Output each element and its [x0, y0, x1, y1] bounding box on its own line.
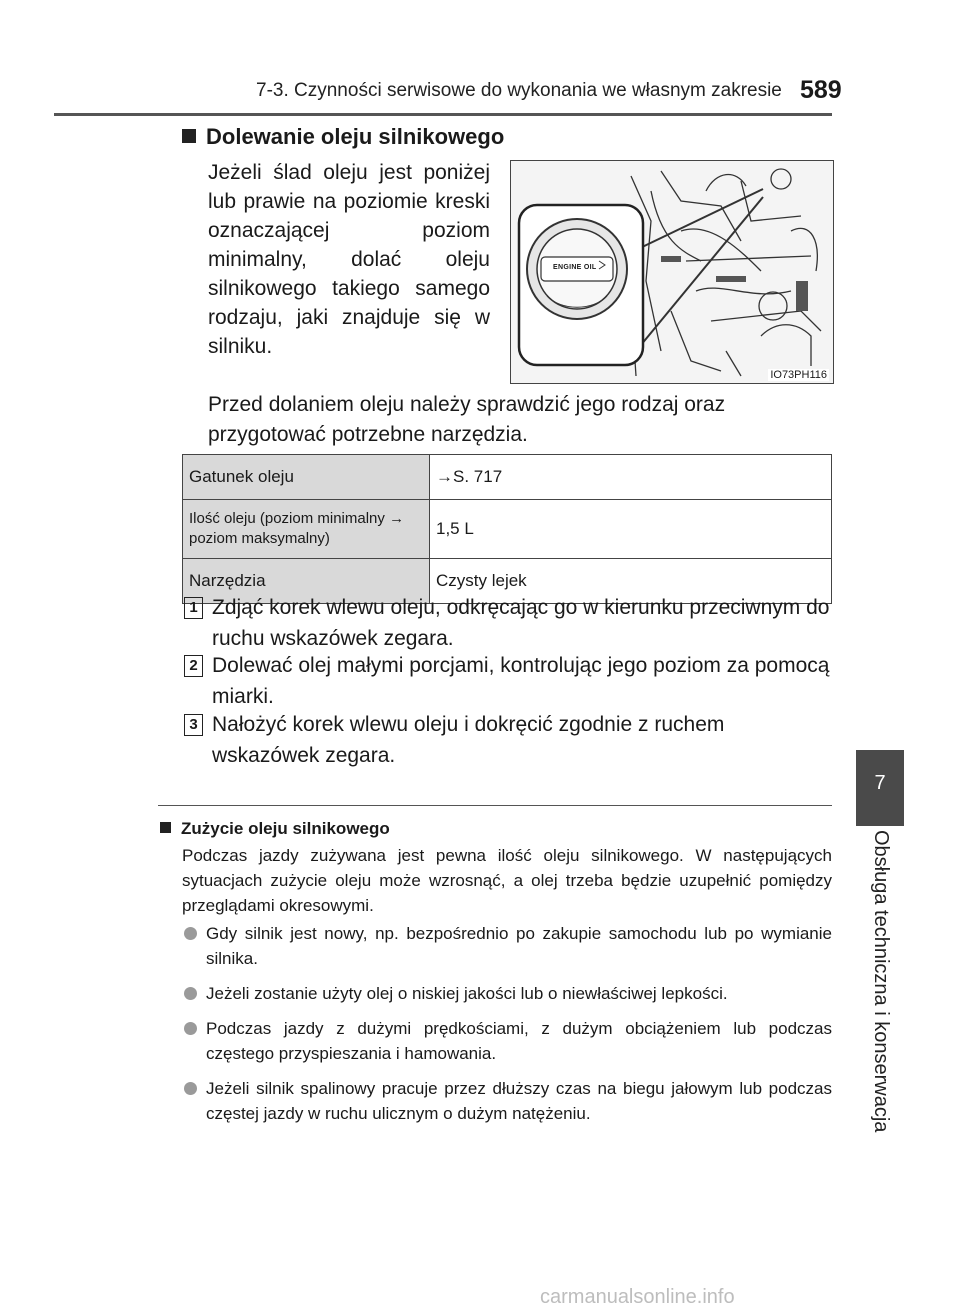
list-item [182, 1076, 832, 1126]
table-value: →S. 717 [430, 455, 832, 500]
step-1 [182, 592, 832, 654]
engine-photo [510, 160, 834, 384]
square-bullet-icon [182, 129, 196, 143]
list-item [182, 921, 832, 971]
step-number-badge: 2 [184, 655, 203, 677]
page-number: 589 [800, 76, 842, 104]
step-number-badge: 1 [184, 597, 203, 619]
intro-paragraph: Jeżeli ślad oleju jest poniżej lub prawie na poziomie kreski oznaczającej poziom minimalny, dolać oleju silnikowego takiego samego rodzaju, jaki znajduje się w silniku. [208, 161, 490, 358]
chapter-label: Obsługa techniczna i konserwacja [870, 830, 892, 1133]
bullet-text: Podczas jazdy z dużymi prędkościami, z dużym obciążeniem lub podczas częstego przyspieszania i hamowania. [206, 1019, 832, 1063]
section-heading-text: Zużycie oleju silnikowego [181, 819, 390, 838]
step-text: Nałożyć korek wlewu oleju i dokręcić zgodnie z ruchem wskazówek zegara. [212, 713, 725, 767]
step-number-badge: 3 [184, 714, 203, 736]
header-rule [54, 113, 832, 116]
engine-bay-illustration [511, 161, 833, 383]
table-row [183, 500, 832, 559]
table-row [183, 455, 832, 500]
step-text: Dolewać olej małymi porcjami, kontrolując jego poziom za pomocą miarki. [212, 654, 830, 708]
step-2 [182, 650, 832, 712]
header-section-title: 7-3. Czynności serwisowe do wykonania we własnym zakresie [256, 80, 782, 101]
consumption-paragraph: Podczas jazdy zużywana jest pewna ilość oleju silnikowego. W następujących sytuacjach zużycie oleju może wzrosnąć, a olej trzeba będzie uzupełnić pomiędzy przeglądami okresowymi. [182, 846, 832, 915]
section-heading-oil-refill [182, 124, 504, 150]
step-text: Zdjąć korek wlewu oleju, odkręcając go w kierunku przeciwnym do ruchu wskazówek zegara. [212, 596, 830, 650]
photo-code: IO73PH116 [770, 369, 827, 381]
table-key: Ilość oleju (poziom minimalny → poziom maksymalny) [183, 500, 430, 559]
step-3 [182, 709, 832, 771]
oil-spec-table [182, 454, 832, 604]
section-divider [158, 805, 832, 806]
preparation-paragraph: Przed dolaniem oleju należy sprawdzić jego rodzaj oraz przygotować potrzebne narzędzia. [208, 393, 726, 446]
photo-cap-label: ENGINE OIL [553, 264, 597, 271]
bullet-text: Gdy silnik jest nowy, np. bezpośrednio po zakupie samochodu lub po wymianie silnika. [206, 924, 832, 968]
chapter-tab [856, 750, 904, 826]
round-bullet-icon [184, 927, 197, 940]
bullet-text: Jeżeli zostanie użyty olej o niskiej jakości lub o niewłaściwej lepkości. [206, 984, 728, 1003]
round-bullet-icon [184, 1022, 197, 1035]
list-item [182, 981, 832, 1006]
square-bullet-icon [160, 822, 171, 833]
table-value: 1,5 L [430, 500, 832, 559]
table-key: Narzędzia [183, 559, 430, 604]
section-heading-oil-consumption [160, 819, 390, 839]
table-key: Gatunek oleju [183, 455, 430, 500]
list-item [182, 1016, 832, 1066]
chapter-label-tab [856, 830, 904, 1133]
section-heading-text: Dolewanie oleju silnikowego [206, 124, 505, 149]
round-bullet-icon [184, 1082, 197, 1095]
bullet-text: Jeżeli silnik spalinowy pracuje przez dłuższy czas na biegu jałowym lub podczas częstej jazdy w ruchu ulicznym o dużym natężeniu. [206, 1079, 832, 1123]
chapter-number: 7 [874, 772, 886, 794]
table-value: Czysty lejek [430, 559, 832, 604]
watermark: carmanualsonline.info [540, 1286, 735, 1308]
round-bullet-icon [184, 987, 197, 1000]
